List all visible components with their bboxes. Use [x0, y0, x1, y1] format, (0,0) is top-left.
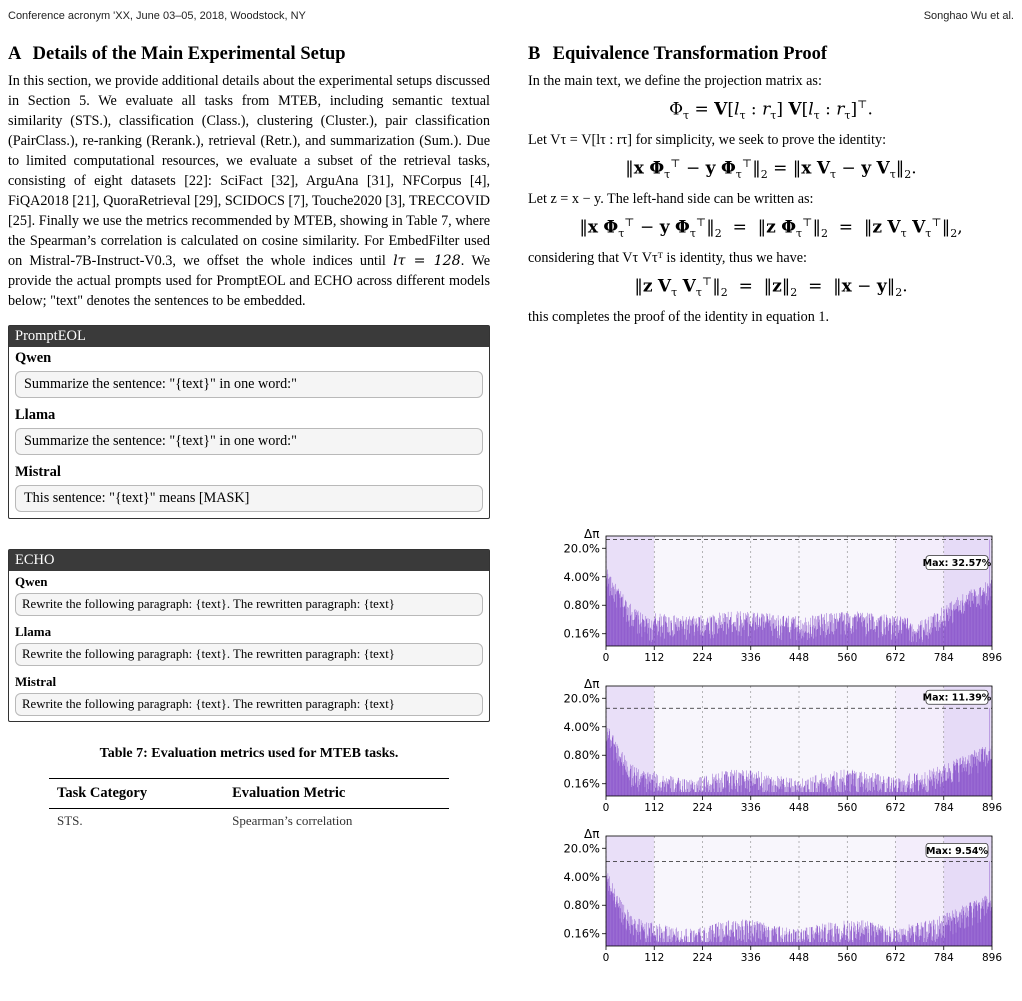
x-tick-label: 896	[981, 952, 1003, 964]
chart-panel-1	[528, 522, 1014, 672]
running-header-left: Conference acronym 'XX, June 03–05, 2018, Woodstock, NY	[8, 10, 306, 22]
table-header-row	[49, 779, 449, 809]
echo-prompt-qwen: Rewrite the following paragraph: {text}. The rewritten paragraph: {text}	[15, 593, 483, 616]
prompteol-model-mistral: Mistral	[15, 464, 61, 480]
x-tick-label: 224	[692, 802, 713, 814]
x-tick-label: 560	[837, 802, 858, 814]
x-tick-label: 0	[602, 652, 610, 664]
chart-panel-3	[528, 822, 1014, 972]
x-tick-label: 560	[837, 652, 858, 664]
echo-box	[8, 549, 490, 722]
x-tick-label: 112	[644, 802, 665, 814]
x-tick-label: 0	[602, 802, 610, 814]
y-tick-label: 4.00%	[563, 869, 600, 884]
figure-delta-pi	[528, 522, 1014, 972]
x-tick-label: 896	[981, 802, 1003, 814]
x-tick-label: 784	[933, 952, 954, 964]
proof-line-1: In the main text, we define the projection matrix as:	[528, 73, 822, 89]
y-tick-label: 20.0%	[563, 841, 600, 856]
y-tick-label: 0.80%	[563, 748, 600, 763]
section-a-letter: A	[8, 44, 22, 64]
max-label: Max: 11.39%	[922, 692, 992, 704]
table7	[49, 778, 449, 833]
section-a-math: lτ = 128	[393, 253, 461, 269]
table-row	[49, 809, 449, 834]
x-tick-label: 448	[788, 652, 810, 664]
table-header-task: Task Category	[49, 779, 224, 809]
table7-caption: Table 7: Evaluation metrics used for MTEB tasks.	[99, 746, 399, 761]
proof-line-2: Let Vτ = V[lτ : rτ] for simplicity, we seek to prove the identity:	[528, 132, 887, 149]
table-header-metric: Evaluation Metric	[224, 779, 449, 809]
x-tick-label: 0	[602, 952, 610, 964]
x-tick-label: 224	[692, 952, 713, 964]
prompteol-prompt-llama: Summarize the sentence: "{text}" in one word:"	[15, 428, 483, 455]
proof-line-3: Let z = x − y. The left-hand side can be written as:	[528, 191, 814, 208]
section-b-heading	[528, 44, 1014, 65]
section-a-text: In this section, we provide additional details about the experimental setups discussed in Section 5. We evaluate all tasks from MTEB, including semantic textual similarity (STS.), classification (Class.), clustering (Cluster.), pair classification (PairClass.), re-ranking (Rerank.), retrieval (Retr.), and summarization (Sum.). Due to limited computational resources, we evaluate a subset of the retrieval tasks, consisting of eight datasets [22]: SciFact [32], ArguAna [31], NFCorpus [4], FiQA2018 [21], QuoraRetrieval [29], SCIDOCS [7], Touche2020 [3], TRECCOVID [25]. Finally we use the metrics recommended by MTEB, showing in Table 7, where the Spearman’s correlation is calculated on cosine similarity. For EmbedFilter used on Mistral-7B-Instruct-V0.3, we offset the whole indices until	[8, 73, 490, 269]
proof-line-5: this completes the proof of the identity in equation 1.	[528, 309, 830, 326]
max-label: Max: 32.57%	[922, 558, 992, 570]
x-tick-label: 448	[788, 952, 810, 964]
echo-model-mistral: Mistral	[15, 674, 57, 689]
x-tick-label: 336	[740, 652, 761, 664]
section-b-letter: B	[528, 44, 541, 64]
y-tick-label: 20.0%	[563, 691, 600, 706]
x-tick-label: 224	[692, 652, 713, 664]
echo-prompt-mistral: Rewrite the following paragraph: {text}. The rewritten paragraph: {text}	[15, 693, 483, 716]
running-header-right: Songhao Wu et al.	[923, 10, 1014, 22]
x-tick-label: 784	[933, 802, 954, 814]
echo-model-llama: Llama	[15, 624, 52, 639]
max-label: Max: 9.54%	[925, 845, 989, 857]
y-axis-label: Δπ	[584, 527, 600, 541]
x-tick-label: 336	[740, 952, 761, 964]
echo-prompt-llama: Rewrite the following paragraph: {text}. The rewritten paragraph: {text}	[15, 643, 483, 666]
x-tick-label: 784	[933, 652, 954, 664]
prompteol-model-qwen: Qwen	[15, 350, 52, 366]
x-tick-label: 672	[885, 952, 906, 964]
equation-projection: $\Phi_\tau = V[l_\tau$ : $r_\tau$] $V[l_\tau$ : $r_\tau]^⊤$.	[669, 98, 873, 123]
section-a-paragraph	[8, 71, 490, 311]
x-tick-label: 560	[837, 952, 858, 964]
x-tick-label: 448	[788, 802, 810, 814]
proof-line-4: considering that Vτ Vτᵀ is identity, thus we have:	[528, 250, 807, 267]
y-tick-label: 0.16%	[563, 626, 600, 641]
y-tick-label: 0.80%	[563, 898, 600, 913]
prompteol-title: PromptEOL	[9, 326, 489, 347]
echo-title: ECHO	[9, 550, 489, 571]
section-b-title: Equivalence Transformation Proof	[552, 44, 828, 64]
y-tick-label: 0.16%	[563, 926, 600, 941]
right-column	[528, 44, 1014, 327]
x-tick-label: 672	[885, 802, 906, 814]
y-axis-label: Δπ	[584, 677, 600, 691]
table-cell: Spearman’s correlation	[232, 813, 353, 828]
x-tick-label: 112	[644, 952, 665, 964]
y-tick-label: 4.00%	[563, 569, 600, 584]
y-tick-label: 0.16%	[563, 776, 600, 791]
chart-panel-2	[528, 672, 1014, 822]
echo-model-qwen: Qwen	[15, 574, 48, 589]
section-a-text-end: . We provide the actual prompts used for PromptEOL and ECHO across different models below; "text" denotes the sentences to be embedded.	[8, 253, 491, 309]
y-tick-label: 0.80%	[563, 598, 600, 613]
y-axis-label: Δπ	[584, 827, 600, 841]
section-a-title: Details of the Main Experimental Setup	[32, 44, 346, 64]
equation-identity: ‖x $\Phi_\tau^⊤ - y$ $\Phi_\tau^⊤‖_2$ = ‖x $V_\tau - y$ $V_\tau‖_2$.	[625, 157, 917, 182]
x-tick-label: 896	[981, 652, 1003, 664]
section-a-heading	[8, 44, 490, 65]
x-tick-label: 112	[644, 652, 665, 664]
left-column	[8, 44, 490, 833]
y-tick-label: 20.0%	[563, 541, 600, 556]
y-tick-label: 4.00%	[563, 719, 600, 734]
equation-lhs: ‖x $\Phi_\tau^⊤ - y$ $\Phi_\tau^⊤‖_2$ = ‖z $\Phi_\tau^⊤‖_2$ = ‖z $V_\tau$ $V_\tau^⊤‖_2$,	[579, 216, 963, 241]
prompteol-prompt-qwen: Summarize the sentence: "{text}" in one word:"	[15, 371, 483, 398]
table-cell: STS.	[57, 813, 83, 828]
x-tick-label: 672	[885, 652, 906, 664]
prompteol-box	[8, 325, 490, 519]
prompteol-prompt-mistral: This sentence: "{text}" means [MASK]	[15, 485, 483, 512]
prompteol-model-llama: Llama	[15, 407, 56, 423]
x-tick-label: 336	[740, 802, 761, 814]
equation-final: ‖z $V_\tau$ $V_\tau^⊤‖_2$ = $‖z‖_2$ = ‖x − $y‖_2$.	[634, 275, 908, 300]
